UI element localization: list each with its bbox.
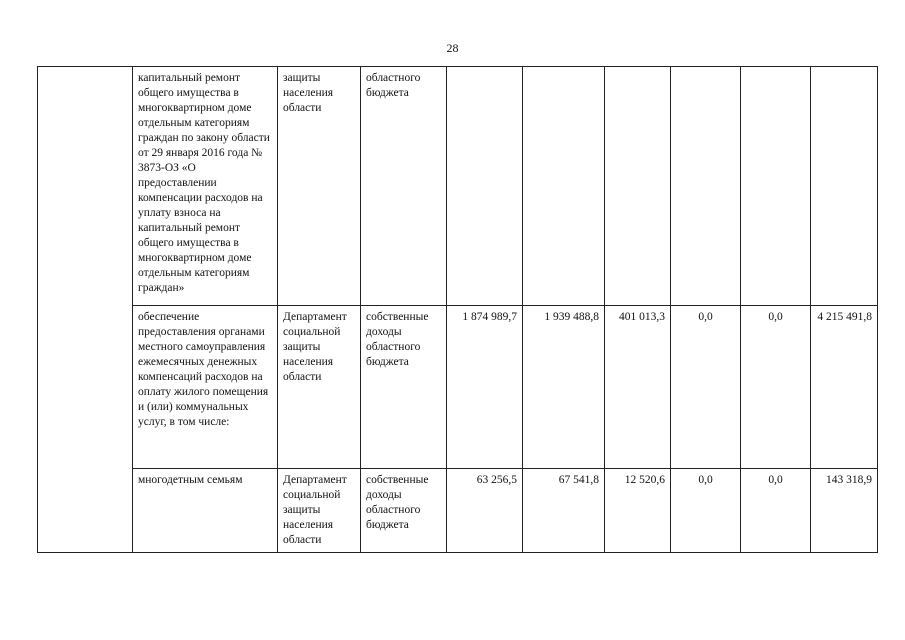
value-cell-2 xyxy=(523,67,605,306)
page-number: 28 xyxy=(446,41,459,55)
table-row xyxy=(38,67,878,306)
value-cell-1: 63 256,5 xyxy=(447,469,523,553)
total-cell xyxy=(811,67,878,306)
value-cell-2: 67 541,8 xyxy=(523,469,605,553)
value-cell-5: 0,0 xyxy=(741,306,811,469)
funding-source-cell: областного бюджета xyxy=(361,67,447,306)
executor-cell: Департамент социальной защиты населения области xyxy=(278,469,361,553)
measure-description: многодетным семьям xyxy=(133,469,278,553)
value-cell-2: 1 939 488,8 xyxy=(523,306,605,469)
value-cell-4 xyxy=(671,67,741,306)
value-cell-1 xyxy=(447,67,523,306)
value-cell-5: 0,0 xyxy=(741,469,811,553)
table-row xyxy=(38,306,878,469)
value-cell-3: 12 520,6 xyxy=(605,469,671,553)
executor-cell: Департамент социальной защиты населения области xyxy=(278,306,361,469)
value-cell-5 xyxy=(741,67,811,306)
value-cell-3: 401 013,3 xyxy=(605,306,671,469)
value-cell-4: 0,0 xyxy=(671,469,741,553)
measure-description: капитальный ремонт общего имущества в многоквартирном доме отдельным категориям граждан по закону области от 29 января 2016 года № 3873-ОЗ «О предоставлении компенсации расходов на уплату взноса на капитальный ремонт общего имущества в многоквартирном доме отдельным категориям граждан» xyxy=(133,67,278,306)
total-cell: 4 215 491,8 xyxy=(811,306,878,469)
budget-table xyxy=(37,66,878,553)
executor-cell: защиты населения области xyxy=(278,67,361,306)
value-cell-4: 0,0 xyxy=(671,306,741,469)
funding-source-cell: собственные доходы областного бюджета xyxy=(361,469,447,553)
empty-cell xyxy=(38,67,133,553)
total-cell: 143 318,9 xyxy=(811,469,878,553)
value-cell-1: 1 874 989,7 xyxy=(447,306,523,469)
table-row xyxy=(38,469,878,553)
measure-description: обеспечение предоставления органами местного самоуправления ежемесячных денежных компенсаций расходов на оплату жилого помещения и (или) коммунальных услуг, в том числе: xyxy=(133,306,278,469)
value-cell-3 xyxy=(605,67,671,306)
funding-source-cell: собственные доходы областного бюджета xyxy=(361,306,447,469)
